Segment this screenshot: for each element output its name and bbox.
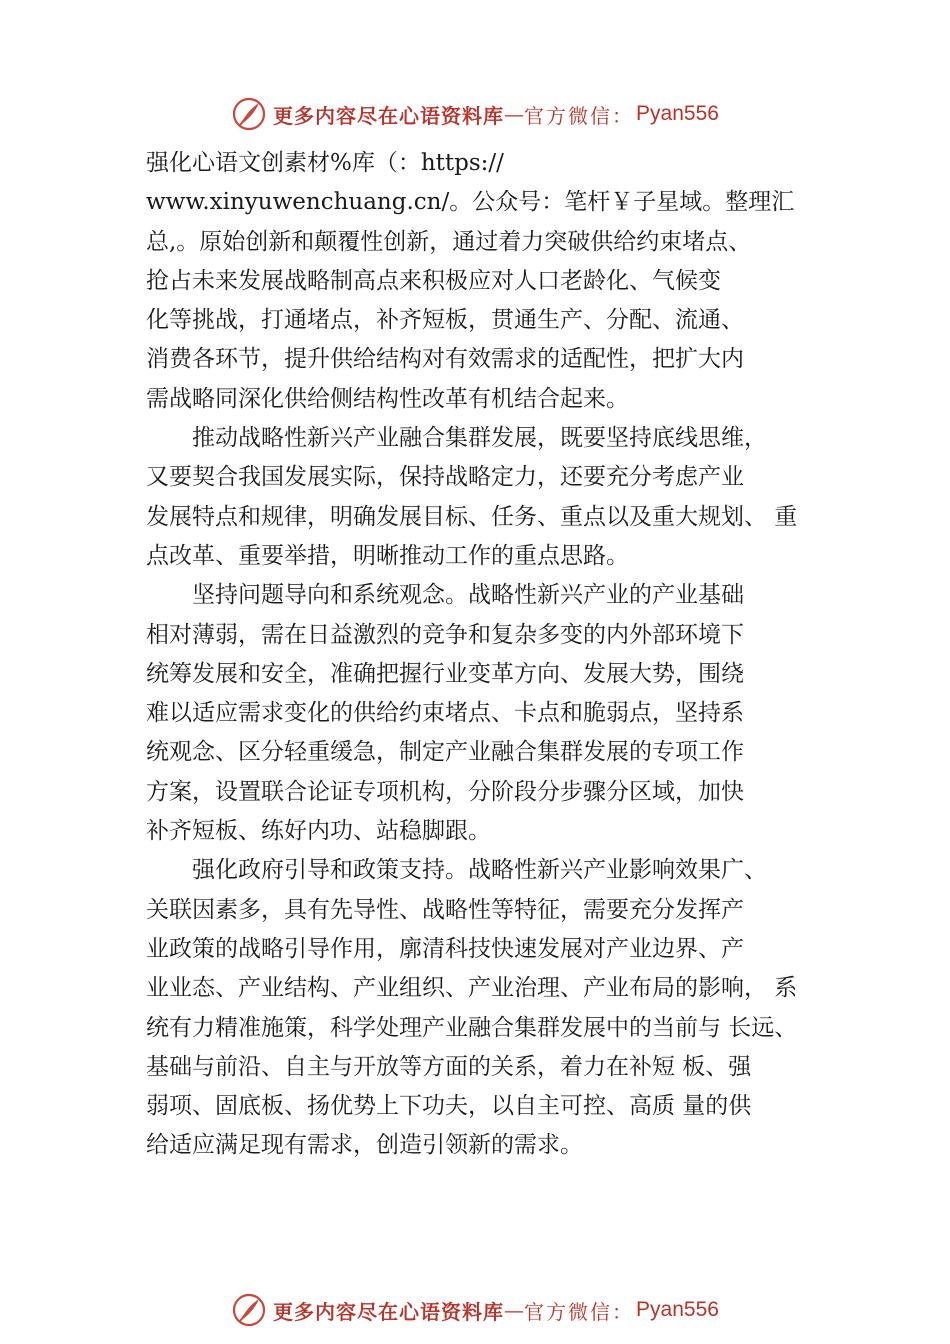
body-line: 消费各环节，提升供给结构对有效需求的适配性，把扩大内 [146,346,744,373]
body-line: 弱项、固底板、扬优势上下功夫，以自主可控、高质 量的供 [146,1093,752,1120]
body-line: 化等挑战，打通堵点，补齐短板，贯通生产、分配、流通、 [146,307,744,334]
document-body [146,144,846,1166]
body-line: 难以适应需求变化的供给约束堵点、卡点和脆弱点，坚持系 [146,700,744,727]
footer-wechat-label: 官方微信： [524,1299,635,1324]
body-line: 业业态、产业结构、产业组织、产业治理、产业布局的影响， 系 [146,975,798,1002]
body-line: 方案，设置联合论证专项机构，分阶段分步骤分区域，加快 [146,778,744,805]
footer-banner [0,1288,950,1332]
body-line: 坚持问题导向和系统观念。战略性新兴产业的产业基础 [146,582,744,609]
body-line: 基础与前沿、自主与开放等方面的关系，着力在补短 板、强 [146,1053,752,1080]
header-brand: 更多内容尽在心语资料库 [273,103,505,128]
header-wechat-label: 官方微信： [524,103,635,128]
body-line: 相对薄弱，需在日益激烈的竞争和复杂多变的内外部环境下 [146,621,744,648]
footer-separator: — [504,1298,525,1322]
footer-wechat-id: Pyan556 [636,1298,719,1321]
body-line: 关联因素多，具有先导性、战略性等特征，需要充分发挥产 [146,896,744,923]
body-line: 强化心语文创素材%库（：https:// [146,150,504,176]
body-line: 给适应满足现有需求，创造引领新的需求。 [146,1132,583,1159]
body-line: 总,。原始创新和颠覆性创新，通过着力突破供给约束堵点、 [146,228,752,255]
body-line: 发展特点和规律，明确发展目标、任务、重点以及重大规划、 重 [146,503,798,530]
body-line: 点改革、重要举措，明晰推动工作的重点思路。 [146,542,629,569]
body-line: 业政策的战略引导作用，廓清科技快速发展对产业边界、产 [146,935,744,962]
header-banner [0,92,950,136]
body-line: 补齐短板、练好内功、站稳脚跟。 [146,818,491,845]
body-line: 强化政府引导和政策支持。战略性新兴产业影响效果广、 [146,857,767,884]
body-line: 抢占未来发展战略制高点来积极应对人口老龄化、气候变 [146,267,721,294]
header-separator: — [504,102,525,126]
body-line: 推动战略性新兴产业融合集群发展，既要坚持底线思维， [146,425,767,452]
body-line: www.xinyuwenchuang.cn/。公众号：笔杆￥子星域。整理汇 [146,189,795,216]
body-line: 需战略同深化供给侧结构性改革有机结合起来。 [146,385,629,412]
body-line: 统观念、区分轻重缓急，制定产业融合集群发展的专项工作 [146,739,744,766]
body-line: 又要契合我国发展实际，保持战略定力，还要充分考虑产业 [146,464,744,491]
quill-logo-icon [231,1292,267,1328]
quill-logo-icon [231,96,267,132]
footer-brand: 更多内容尽在心语资料库 [273,1299,505,1324]
body-line: 统筹发展和安全，准确把握行业变革方向、发展大势，围绕 [146,660,744,687]
body-line: 统有力精准施策，科学处理产业融合集群发展中的当前与 长远、 [146,1014,798,1041]
header-wechat-id: Pyan556 [636,102,719,125]
